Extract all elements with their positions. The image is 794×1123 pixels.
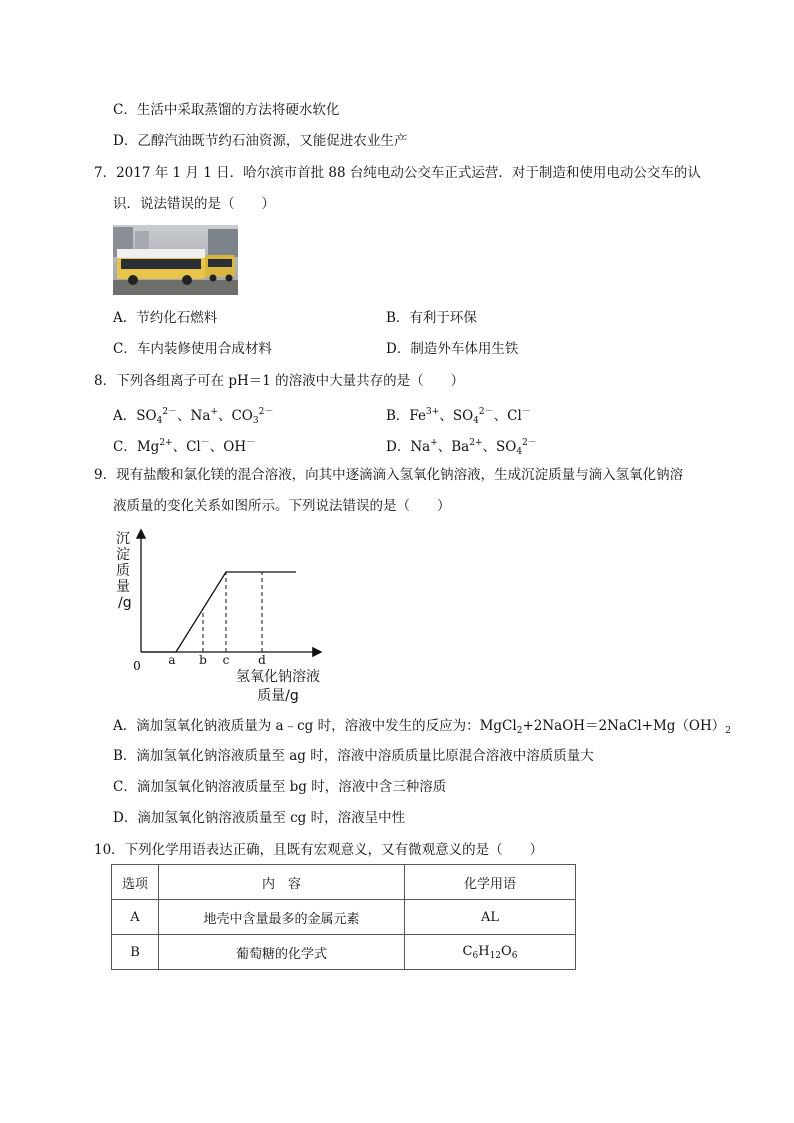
header-option: 选项 [112, 865, 159, 900]
y-axis-label-part: 沉 [116, 531, 130, 547]
table-row [112, 900, 576, 935]
header-content: 内 容 [159, 865, 405, 900]
precipitate-curve [141, 572, 296, 652]
row-term: $C_6H_{12}O_6$ [405, 935, 576, 970]
row-option: A [112, 900, 159, 935]
q8-option-d: D．Na+、$Ba^{2+}$、$SO_4^{2-}$ [386, 438, 537, 457]
row-content: 地壳中含量最多的金属元素 [159, 900, 405, 935]
y-axis-label-part: 质 [116, 563, 130, 579]
precipitate-mass-chart [108, 525, 338, 710]
q8-option-b: B．$Fe^{3+}$、$SO_4^{2-}$、Cl－ [386, 407, 531, 426]
q9-option-c: C．滴加氢氧化钠溶液质量至 bg 时，溶液中含三种溶质 [113, 779, 447, 795]
y-axis-label [116, 531, 132, 611]
q7-option-a: A．节约化石燃料 [113, 310, 218, 326]
x-axis-label-part: 氢氧化钠溶液 [236, 669, 320, 685]
q10-stem: 10．下列化学用语表达正确，且既有宏观意义，又有微观意义的是（ ） [94, 842, 544, 858]
table-header-row [112, 865, 576, 900]
q8-stem: 8．下列各组离子可在 pH＝1 的溶液中大量共存的是（ ） [94, 373, 465, 389]
y-axis-label-part: 量 [116, 579, 130, 595]
q9-option-b: B．滴加氢氧化钠溶液质量至 ag 时，溶液中溶质质量比原混合溶液中溶质质量大 [113, 748, 594, 764]
table-row [112, 935, 576, 970]
q7-stem-line2: 识．说法错误的是（ ） [113, 196, 275, 212]
tick-label-c: c [222, 653, 230, 667]
q10-table [111, 864, 576, 970]
origin-label: 0 [133, 659, 141, 673]
q8-option-c: C．$Mg^{2+}$、Cl－、OH－ [113, 438, 256, 455]
header-term: 化学用语 [405, 865, 576, 900]
q9-stem-line2: 液质量的变化关系如图所示。下列说法错误的是（ ） [113, 498, 451, 514]
x-axis-label [236, 668, 320, 704]
tick-label-a: a [168, 653, 176, 667]
q9-option-a: A．滴加氢氧化钠液质量为 a﹣cg 时，溶液中发生的反应为：$MgCl_2+2NaOH=2NaCl+Mg(OH)_2$ [113, 718, 731, 736]
row-content: 葡萄糖的化学式 [159, 935, 405, 970]
tick-label-b: b [199, 653, 207, 667]
x-axis-label-part: 质量/g [257, 688, 299, 704]
q7-option-d: D．制造外车体用生铁 [386, 341, 519, 357]
q7-option-c: C．车内装修使用合成材料 [113, 341, 272, 357]
q8-option-a: A．$SO_4^{2-}$、Na+、$CO_3^{2-}$ [113, 407, 274, 426]
bus-image-icon [113, 225, 238, 295]
q7-option-b: B．有利于环保 [386, 310, 477, 326]
q9-option-d: D．滴加氢氧化钠溶液质量至 cg 时，溶液呈中性 [113, 810, 406, 826]
q7-stem-line1: 7．2017 年 1 月 1 日．哈尔滨市首批 88 台纯电动公交车正式运营．对于制造和使用电动公交车的认 [94, 165, 701, 181]
row-option: B [112, 935, 159, 970]
q6-option-c: C．生活中采取蒸馏的方法将硬水软化 [113, 102, 340, 118]
tick-label-d: d [258, 653, 266, 667]
y-axis-label-part: 淀 [116, 547, 130, 563]
q6-option-d: D．乙醇汽油既节约石油资源，又能促进农业生产 [113, 133, 408, 149]
electric-bus-photo [113, 225, 238, 295]
y-axis-label-part: /g [118, 595, 132, 611]
q9-stem-line1: 9．现有盐酸和氯化镁的混合溶液，向其中逐滴滴入氢氧化钠溶液，生成沉淀质量与滴入氢氧化钠溶 [94, 467, 684, 483]
row-term: AL [405, 900, 576, 935]
